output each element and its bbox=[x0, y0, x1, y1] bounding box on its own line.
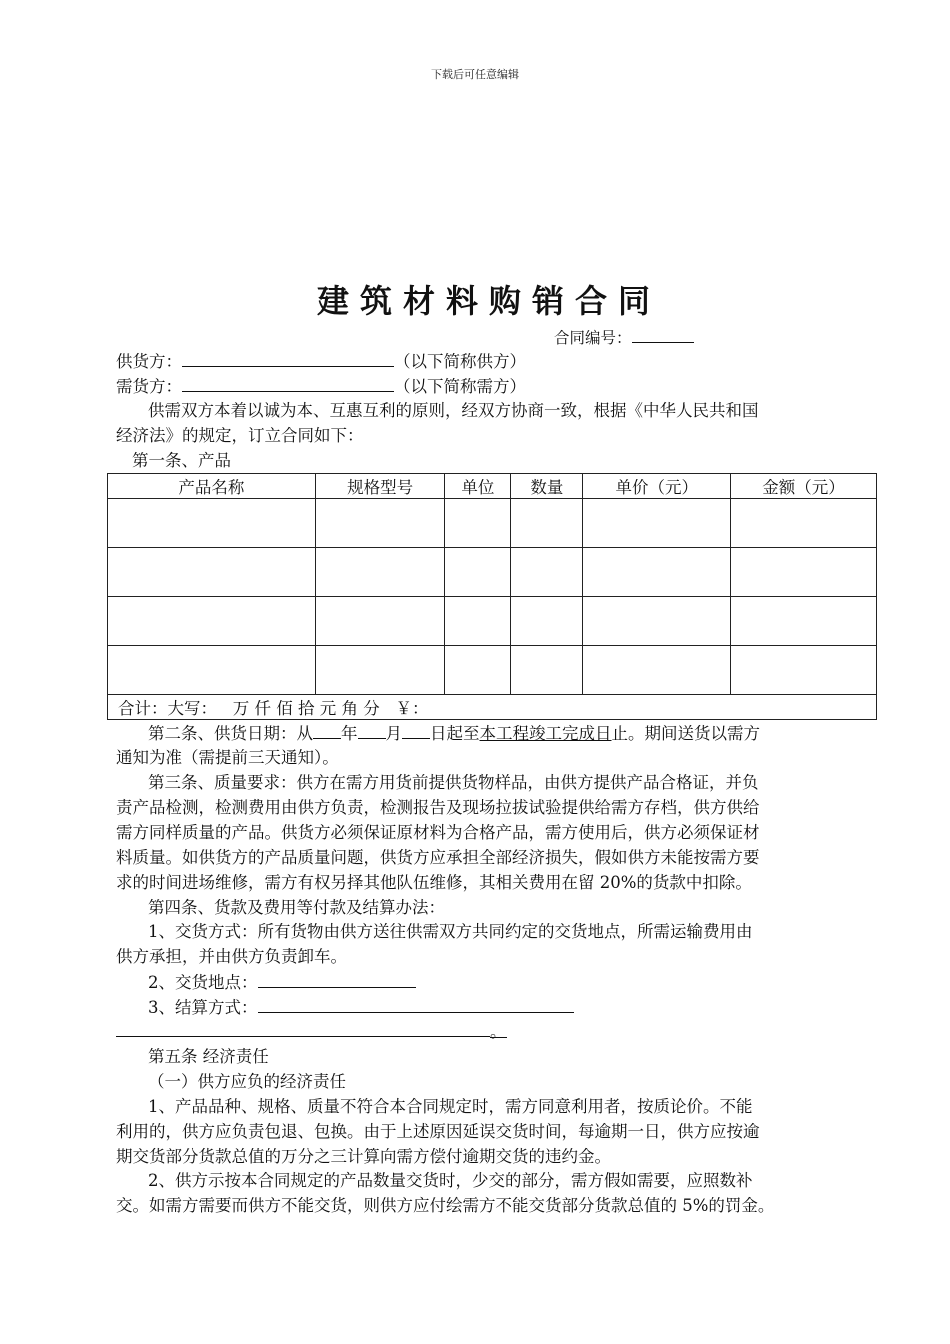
article-4-item-1-line-1: 1、交货方式：所有货物由供方送往供需双方共同约定的交货地点，所需运输费用由 bbox=[148, 922, 753, 941]
article-4-item-3-continuation bbox=[116, 1019, 507, 1044]
article-4-item-2 bbox=[148, 970, 416, 995]
header-note: 下载后可任意编辑 bbox=[431, 68, 519, 81]
table-cell[interactable] bbox=[445, 499, 511, 548]
table-cell[interactable] bbox=[108, 548, 316, 597]
table-cell[interactable] bbox=[108, 646, 316, 695]
table-cell[interactable] bbox=[583, 646, 731, 695]
settlement-end-mark: 。 bbox=[490, 1022, 507, 1041]
table-header-unit: 单位 bbox=[445, 474, 511, 499]
table-cell[interactable] bbox=[315, 499, 445, 548]
table-cell[interactable] bbox=[445, 597, 511, 646]
delivery-location-blank bbox=[258, 970, 416, 988]
delivery-location-label: 2、交货地点： bbox=[148, 973, 258, 992]
table-cell[interactable] bbox=[583, 597, 731, 646]
article-5-item-2-line-2: 交。如需方需要而供方不能交货，则供方应付绘需方不能交货部分货款总值的 5%的罚金。 bbox=[116, 1196, 775, 1215]
article-4-item-3 bbox=[148, 995, 574, 1020]
article-2-tail: 止。期间送货以需方 bbox=[611, 724, 760, 743]
total-label: 合计：大写： bbox=[118, 699, 217, 718]
table-header-product-name: 产品名称 bbox=[108, 474, 316, 499]
article-2-line-2: 通知为准（需提前三天通知）。 bbox=[116, 748, 339, 767]
article-1-title: 第一条、产品 bbox=[132, 451, 231, 470]
month-blank bbox=[358, 721, 386, 739]
table-cell[interactable] bbox=[583, 548, 731, 597]
supplier-suffix: （以下简称供方） bbox=[394, 352, 526, 371]
total-yuan: ￥： bbox=[395, 699, 429, 718]
buyer-blank bbox=[182, 374, 394, 392]
article-5-item-2-line-1: 2、供方示按本合同规定的产品数量交货时，少交的部分，需方假如需要，应照数补 bbox=[148, 1171, 753, 1190]
table-cell[interactable] bbox=[108, 597, 316, 646]
article-5-title: 第五条 经济责任 bbox=[148, 1047, 269, 1066]
article-5-item-1-line-3: 期交货部分货款总值的万分之三计算向需方偿付逾期交货的违约金。 bbox=[116, 1147, 611, 1166]
table-cell[interactable] bbox=[731, 548, 877, 597]
table-header-amount: 金额（元） bbox=[731, 474, 877, 499]
table-header-unit-price: 单价（元） bbox=[583, 474, 731, 499]
article-2-line-1 bbox=[148, 721, 760, 746]
settlement-method-label: 3、结算方式： bbox=[148, 998, 258, 1017]
supplier-label: 供货方： bbox=[116, 352, 182, 371]
article-3-line-1: 第三条、质量要求：供方在需方用货前提供货物样品，由供方提供产品合格证，并负 bbox=[148, 773, 759, 792]
table-cell[interactable] bbox=[445, 646, 511, 695]
article-2-prefix: 第二条、供货日期：从 bbox=[148, 724, 313, 743]
article-3-line-5: 求的时间进场维修，需方有权另择其他队伍维修，其相关费用在留 20%的货款中扣除。 bbox=[116, 873, 752, 892]
table-cell[interactable] bbox=[315, 548, 445, 597]
article-4-item-1-line-2: 供方承担，并由供方负责卸车。 bbox=[116, 947, 347, 966]
table-cell[interactable] bbox=[445, 548, 511, 597]
article-2-month: 月 bbox=[385, 724, 402, 743]
settlement-continuation-blank bbox=[116, 1019, 490, 1037]
table-cell[interactable] bbox=[511, 646, 583, 695]
buyer-line bbox=[116, 374, 526, 399]
table-cell[interactable] bbox=[731, 597, 877, 646]
table-row bbox=[108, 597, 877, 646]
table-cell[interactable] bbox=[583, 499, 731, 548]
table-cell[interactable] bbox=[511, 499, 583, 548]
table-cell[interactable] bbox=[511, 597, 583, 646]
article-2-year: 年 bbox=[341, 724, 358, 743]
contract-title: 建筑材料购销合同 bbox=[316, 282, 661, 320]
total-units: 万 仟 佰 拾 元 角 分 bbox=[232, 699, 380, 718]
buyer-suffix: （以下简称需方） bbox=[394, 377, 526, 396]
table-row bbox=[108, 499, 877, 548]
table-row bbox=[108, 548, 877, 597]
year-blank bbox=[313, 721, 341, 739]
article-3-line-3: 需方同样质量的产品。供货方必须保证原材料为合格产品，需方使用后，供方必须保证材 bbox=[116, 823, 760, 842]
article-4-title: 第四条、货款及费用等付款及结算办法： bbox=[148, 898, 445, 917]
table-cell[interactable] bbox=[731, 499, 877, 548]
article-5-sub-1: （一）供方应负的经济责任 bbox=[148, 1072, 346, 1091]
intro-line-2: 经济法》的规定，订立合同如下： bbox=[116, 426, 364, 445]
day-blank bbox=[402, 721, 430, 739]
article-5-item-1-line-2: 利用的，供方应负责包退、包换。由于上述原因延误交货时间，每逾期一日，供方应按逾 bbox=[116, 1122, 760, 1141]
table-row bbox=[108, 646, 877, 695]
contract-number-label: 合同编号： bbox=[554, 329, 632, 347]
table-cell[interactable] bbox=[731, 646, 877, 695]
table-cell[interactable] bbox=[108, 499, 316, 548]
article-2-day-from: 日起至 bbox=[430, 724, 480, 743]
table-total-row bbox=[108, 695, 877, 720]
article-2-until: 本工程竣工完成日 bbox=[479, 724, 612, 743]
table-total-cell bbox=[108, 695, 877, 720]
contract-number bbox=[554, 325, 694, 350]
table-cell[interactable] bbox=[511, 548, 583, 597]
supplier-blank bbox=[182, 349, 394, 367]
buyer-label: 需货方： bbox=[116, 377, 182, 396]
settlement-method-blank bbox=[258, 995, 574, 1013]
contract-number-blank bbox=[632, 325, 694, 343]
article-5-item-1-line-1: 1、产品品种、规格、质量不符合本合同规定时，需方同意利用者，按质论价。不能 bbox=[148, 1097, 753, 1116]
table-header-quantity: 数量 bbox=[511, 474, 583, 499]
intro-line-1: 供需双方本着以诚为本、互惠互利的原则，经双方协商一致，根据《中华人民共和国 bbox=[148, 401, 759, 420]
table-cell[interactable] bbox=[315, 646, 445, 695]
table-header-spec: 规格型号 bbox=[315, 474, 445, 499]
supplier-line bbox=[116, 349, 526, 374]
article-3-line-4: 料质量。如供货方的产品质量问题，供货方应承担全部经济损失，假如供方未能按需方要 bbox=[116, 848, 760, 867]
article-3-line-2: 责产品检测，检测费用由供方负责，检测报告及现场拉拔试验提供给需方存档，供方供给 bbox=[116, 798, 760, 817]
table-cell[interactable] bbox=[315, 597, 445, 646]
product-table bbox=[107, 473, 877, 720]
table-header-row bbox=[108, 474, 877, 499]
